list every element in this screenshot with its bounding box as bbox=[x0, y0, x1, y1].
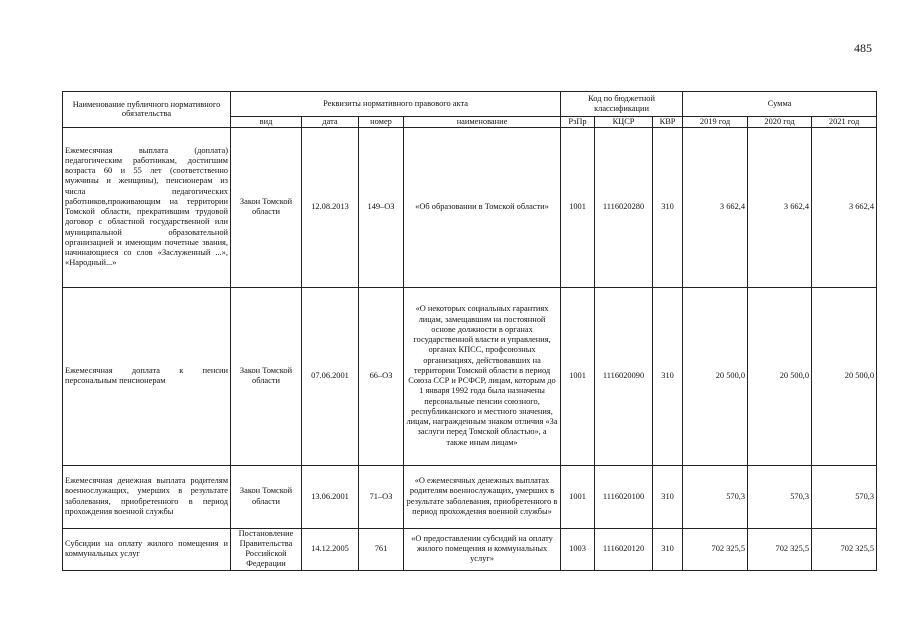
sum-2020-cell: 20 500,0 bbox=[748, 287, 812, 465]
act-number-cell: 761 bbox=[359, 528, 404, 570]
act-name-cell: «Об образовании в Томской области» bbox=[404, 127, 561, 287]
act-number-cell: 71–ОЗ bbox=[359, 465, 404, 528]
budget-obligations-table bbox=[62, 91, 877, 571]
act-date-cell: 14.12.2005 bbox=[302, 528, 359, 570]
header-year-2020: 2020 год bbox=[748, 117, 812, 128]
header-date: дата bbox=[302, 117, 359, 128]
act-date-cell: 07.06.2001 bbox=[302, 287, 359, 465]
act-number-cell: 149–ОЗ bbox=[359, 127, 404, 287]
kvr-cell: 310 bbox=[653, 287, 683, 465]
rzpr-cell: 1001 bbox=[561, 287, 595, 465]
sum-2021-cell: 3 662,4 bbox=[812, 127, 877, 287]
act-name-cell: «О предоставлении субсидий на оплату жилого помещения и коммунальных услуг» bbox=[404, 528, 561, 570]
header-year-2021: 2021 год bbox=[812, 117, 877, 128]
table-row bbox=[63, 127, 877, 287]
obligation-cell: Ежемесячная доплата к пенсии персональным пенсионерам bbox=[63, 287, 231, 465]
kvr-cell: 310 bbox=[653, 127, 683, 287]
table-row bbox=[63, 465, 877, 528]
obligation-cell: Ежемесячная выплата (доплата) педагогическим работникам, достигшим возраста 60 и 55 лет (соответственно мужчины и женщины), пенсионерам из числа педагогических работников,проживающим на территории Томской области, прекратившим трудовой договор с областной государственной или муниципальной образовательной организацией и имеющим почетные звания, начинающиеся со слов «Заслуженный ...», «Народный...» bbox=[63, 127, 231, 287]
sum-2019-cell: 20 500,0 bbox=[683, 287, 748, 465]
act-date-cell: 12.08.2013 bbox=[302, 127, 359, 287]
sum-2021-cell: 20 500,0 bbox=[812, 287, 877, 465]
kcsr-cell: 1116020100 bbox=[595, 465, 653, 528]
sum-2021-cell: 570,3 bbox=[812, 465, 877, 528]
header-budget-code: Код по бюджетной классификации bbox=[561, 92, 683, 117]
header-obligation: Наименование публичного нормативного обязательства bbox=[63, 92, 231, 128]
page-number: 485 bbox=[854, 41, 872, 55]
sum-2019-cell: 702 325,5 bbox=[683, 528, 748, 570]
act-date-cell: 13.06.2001 bbox=[302, 465, 359, 528]
header-year-2019: 2019 год bbox=[683, 117, 748, 128]
header-number: номер bbox=[359, 117, 404, 128]
act-type-cell: Закон Томской области bbox=[231, 465, 302, 528]
header-legal-act: Реквизиты нормативного правового акта bbox=[231, 92, 561, 117]
header-kvr: КВР bbox=[653, 117, 683, 128]
sum-2020-cell: 570,3 bbox=[748, 465, 812, 528]
header-name: наименование bbox=[404, 117, 561, 128]
obligation-cell: Ежемесячная денежная выплата родителям военнослужащих, умерших в результате заболевания, приобретенного в период прохождения военной службы bbox=[63, 465, 231, 528]
header-kcsr: КЦСР bbox=[595, 117, 653, 128]
rzpr-cell: 1001 bbox=[561, 127, 595, 287]
act-type-cell: Закон Томской области bbox=[231, 287, 302, 465]
act-name-cell: «О ежемесячных денежных выплатах родителям военнослужащих, умерших в результате заболевания, приобретенного в период прохождения военной службы» bbox=[404, 465, 561, 528]
kvr-cell: 310 bbox=[653, 465, 683, 528]
table-row bbox=[63, 287, 877, 465]
act-name-cell: «О некоторых социальных гарантиях лицам, замещавшим на постоянной основе должности в органах государственной власти и управления, органах КПСС, профсоюзных организациях, действовавших на территории Томской области в период Союза ССР и РСФСР, лицам, которым до 1 января 1992 года была назначены персональные пенсии союзного, республиканского и местного значения, лицам, награжденным знаком отличия «За заслуги перед Томской областью», а также иным лицам» bbox=[404, 287, 561, 465]
kvr-cell: 310 bbox=[653, 528, 683, 570]
kcsr-cell: 1116020120 bbox=[595, 528, 653, 570]
rzpr-cell: 1003 bbox=[561, 528, 595, 570]
sum-2020-cell: 3 662,4 bbox=[748, 127, 812, 287]
table-row bbox=[63, 528, 877, 570]
header-sum: Сумма bbox=[683, 92, 877, 117]
rzpr-cell: 1001 bbox=[561, 465, 595, 528]
sum-2020-cell: 702 325,5 bbox=[748, 528, 812, 570]
kcsr-cell: 1116020280 bbox=[595, 127, 653, 287]
sum-2019-cell: 3 662,4 bbox=[683, 127, 748, 287]
header-type: вид bbox=[231, 117, 302, 128]
act-type-cell: Постановление Правительства Российской Федерации bbox=[231, 528, 302, 570]
sum-2019-cell: 570,3 bbox=[683, 465, 748, 528]
header-rzpr: РзПр bbox=[561, 117, 595, 128]
obligation-cell: Субсидии на оплату жилого помещения и коммунальных услуг bbox=[63, 528, 231, 570]
act-type-cell: Закон Томской области bbox=[231, 127, 302, 287]
kcsr-cell: 1116020090 bbox=[595, 287, 653, 465]
act-number-cell: 66–ОЗ bbox=[359, 287, 404, 465]
sum-2021-cell: 702 325,5 bbox=[812, 528, 877, 570]
